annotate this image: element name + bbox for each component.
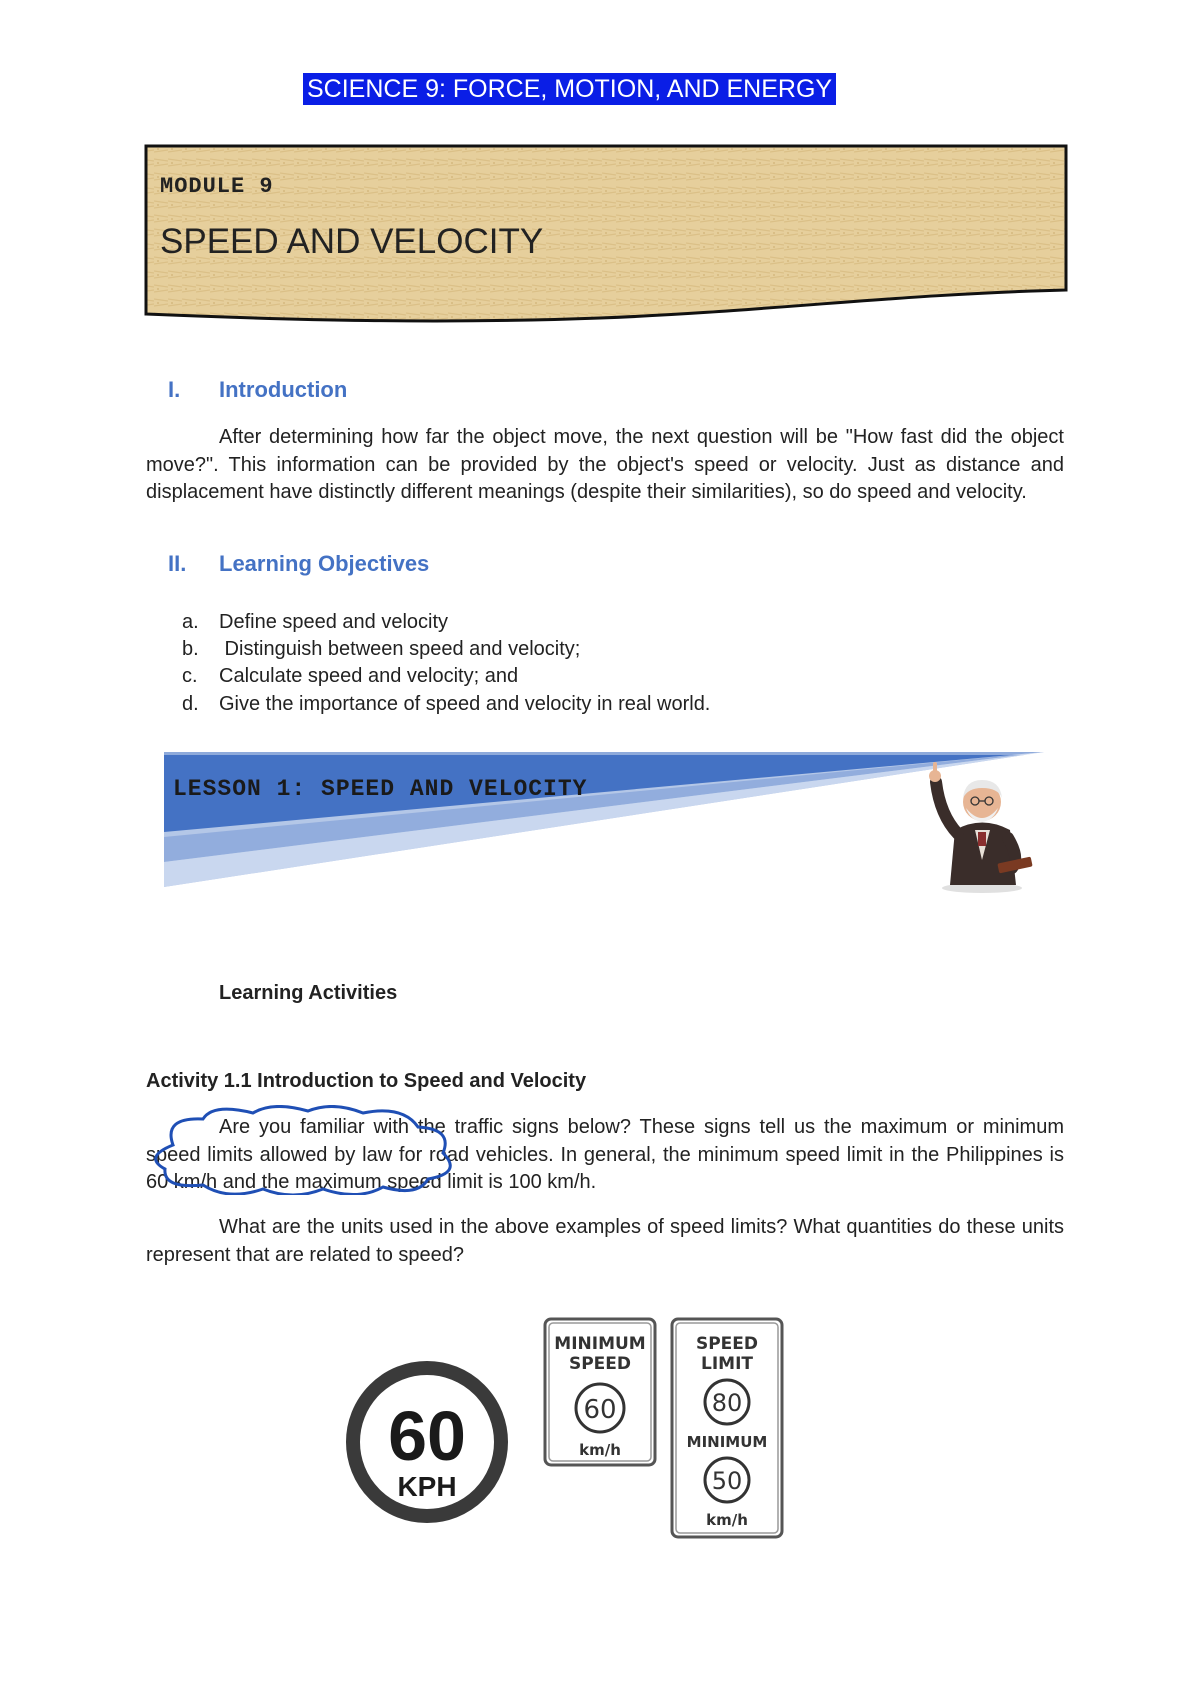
objective-item: Distinguish between speed and velocity; bbox=[219, 638, 581, 660]
objective-letter: a. bbox=[182, 611, 199, 633]
lesson-banner bbox=[164, 752, 1044, 887]
activity-title: Activity 1.1 Introduction to Speed and Velocity bbox=[146, 1070, 587, 1092]
objectives-heading: Learning Objectives bbox=[219, 551, 430, 576]
module-title: SPEED AND VELOCITY bbox=[160, 222, 544, 261]
objectives-number: II. bbox=[168, 551, 187, 576]
sign-min-unit: km/h bbox=[579, 1441, 621, 1459]
objective-letter: d. bbox=[182, 693, 199, 715]
sign-circle-unit: KPH bbox=[397, 1471, 457, 1502]
module-label: MODULE 9 bbox=[160, 174, 274, 199]
objective-item: Define speed and velocity bbox=[219, 611, 449, 633]
sign-limit-max-value: 80 bbox=[711, 1389, 743, 1417]
sign-limit-line1: SPEED bbox=[695, 1334, 759, 1354]
activity-paragraph-2: What are the units used in the above examples of speed limits? What quantities do these units represent that are related to speed? bbox=[146, 1216, 1064, 1266]
lesson-title: LESSON 1: SPEED AND VELOCITY bbox=[173, 776, 588, 802]
sign-limit-min-value: 50 bbox=[711, 1467, 743, 1495]
speed-sign-60-kph bbox=[345, 1360, 510, 1525]
objective-item: Calculate speed and velocity; and bbox=[219, 665, 519, 687]
sign-limit-min-label: MINIMUM bbox=[686, 1433, 768, 1451]
sign-min-value: 60 bbox=[583, 1395, 617, 1425]
sign-limit-unit: km/h bbox=[706, 1511, 748, 1529]
sign-circle-value: 60 bbox=[388, 1397, 466, 1475]
objective-letter: c. bbox=[182, 665, 198, 687]
minimum-speed-sign bbox=[543, 1317, 657, 1467]
speed-limit-sign bbox=[670, 1317, 784, 1539]
cloud-annotation bbox=[143, 1105, 483, 1195]
sign-min-line1: MINIMUM bbox=[554, 1334, 646, 1354]
teacher-illustration bbox=[920, 760, 1045, 895]
objective-item: Give the importance of speed and velocity in real world. bbox=[219, 693, 711, 715]
activity-paragraph-1: Are you familiar with the traffic signs below? These signs tell us the maximum or minimum speed limits allowed by law for road vehicles. In general, the minimum speed limit in the Philippines is 60 km/h and the maximum speed limit is 100 km/h. bbox=[146, 1116, 1064, 1193]
document-title: SCIENCE 9: FORCE, MOTION, AND ENERGY bbox=[303, 73, 836, 105]
sign-limit-line2: LIMIT bbox=[701, 1354, 753, 1374]
sign-min-line2: SPEED bbox=[568, 1354, 632, 1374]
introduction-heading: Introduction bbox=[219, 377, 348, 402]
objective-letter: b. bbox=[182, 638, 199, 660]
introduction-paragraph: After determining how far the object move, the next question will be "How fast did the object move?". This information can be provided by the object's speed or velocity. Just as distance and displacement have distinctly different meanings (despite their similarities), so do speed and velocity. bbox=[146, 426, 1064, 503]
learning-activities-heading: Learning Activities bbox=[219, 982, 398, 1004]
introduction-number: I. bbox=[168, 377, 181, 402]
